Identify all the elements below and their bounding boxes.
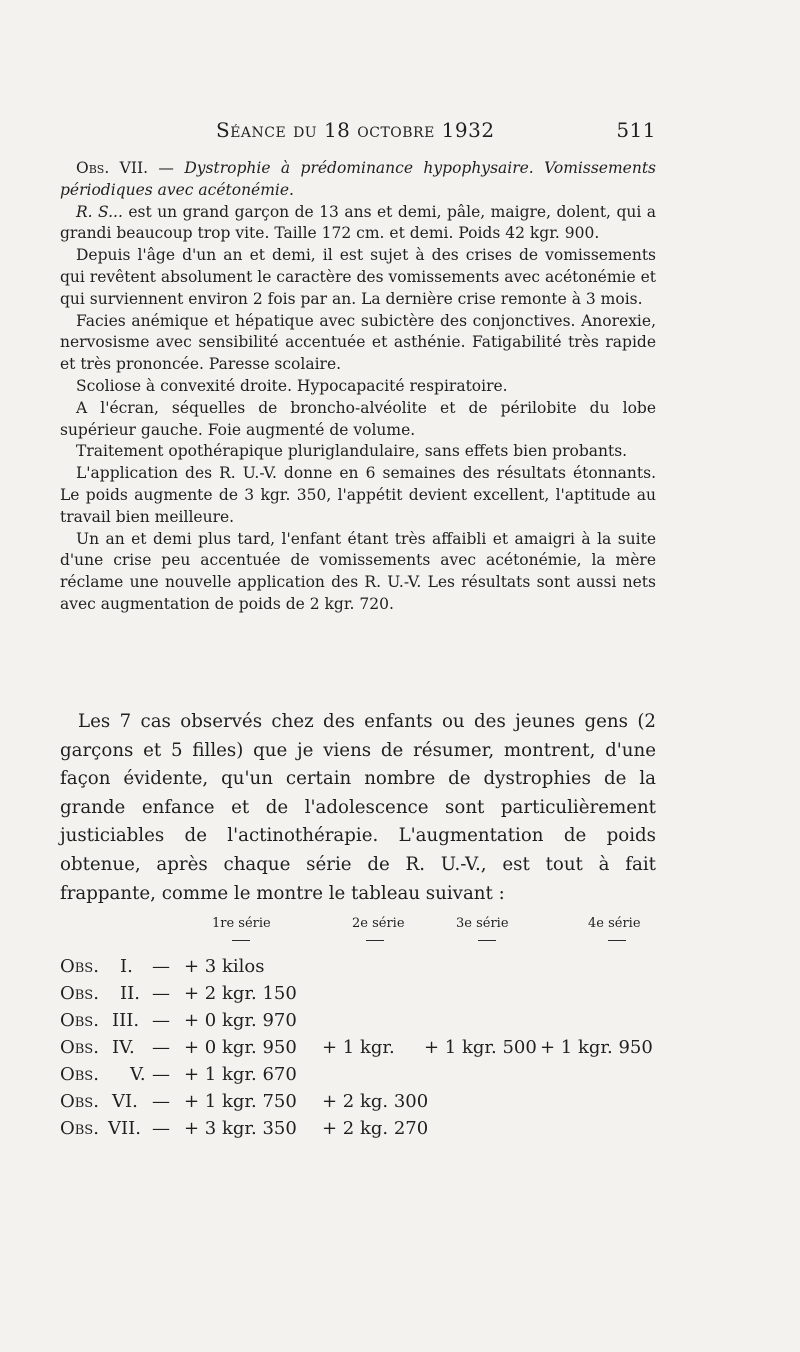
column-rule-1 [232,940,250,941]
table-cell-serie-1: + 0 kgr. 950 [184,1037,297,1058]
observation-label: Obs. VII. [76,159,149,177]
table-cell-serie-2: + 1 kgr. [322,1037,395,1058]
table-cell-serie-1: + 3 kilos [184,956,265,977]
page-number: 511 [616,118,656,142]
column-rule-4 [608,940,626,941]
observation-paragraph-5: A l'écran, séquelles de broncho-alvéolite et de périlobite du lobe supérieur gauche. Foie augmenté de volume. [60,398,656,439]
table-cell-serie-1: + 2 kgr. 150 [184,983,297,1004]
observation-heading [60,158,656,202]
patient-initials: R. S... [76,202,123,221]
table-cell-serie-2: + 2 kg. 300 [322,1091,429,1112]
observation-title: Dystrophie à prédominance hypophysaire. Vomissements périodiques avec acétonémie. [60,159,657,199]
table-cell-serie-2: + 2 kg. 270 [322,1118,429,1139]
row-dash: — [152,983,170,1004]
row-obs-label: Obs. [60,983,99,1004]
row-obs-number: IV. [112,1037,135,1058]
row-obs-label: Obs. [60,1118,99,1139]
running-head-title: Séance du 18 octobre 1932 [216,118,495,142]
observation-paragraph-2: Depuis l'âge d'un an et demi, il est sujet à des crises de vomissements qui revêtent absolument le caractère des vomissements avec acétonémie et qui surviennent environ 2 fois par an. La dernière crise remonte à 3 mois. [60,246,656,308]
table-cell-serie-1: + 3 kgr. 350 [184,1118,297,1139]
column-header-2: 2e série [352,916,405,931]
table-cell-serie-1: + 1 kgr. 750 [184,1091,297,1112]
observation-paragraph-4: Scoliose à convexité droite. Hypocapacité respiratoire. [76,376,508,395]
row-obs-label: Obs. [60,1010,99,1031]
column-header-4: 4e série [588,916,641,931]
observation-paragraph-6: Traitement opothérapique pluriglandulaire, sans effets bien probants. [76,442,628,461]
column-rule-2 [366,940,384,941]
row-dash: — [152,1091,170,1112]
row-obs-number: VII. [108,1118,141,1139]
observation-paragraph-8: Un an et demi plus tard, l'enfant étant très affaibli et amaigri à la suite d'une crise peu accentuée de vomissements avec acétonémie, la mère réclame une nouvelle application des R. U.-V. Les résultats sont aussi nets avec augmentation de poids de 2 kgr. 720. [60,529,656,613]
row-obs-label: Obs. [60,1091,99,1112]
row-obs-number: V. [130,1064,146,1085]
row-obs-label: Obs. [60,956,99,977]
observation-block [60,158,656,616]
row-obs-label: Obs. [60,1064,99,1085]
table-cell-serie-1: + 0 kgr. 970 [184,1010,297,1031]
summary-paragraph: Les 7 cas observés chez des enfants ou des jeunes gens (2 garçons et 5 filles) que je viens de résumer, montrent, d'une façon évidente, qu'un certain nombre de dystrophies de la grande enfance et de l'adolescence sont particulièrement justiciables de l'actinothérapie. L'augmentation de poids obtenue, après chaque série de R. U.-V., est tout à fait frappante, comme le montre le tableau suivant : [60,711,656,904]
observation-paragraph-7: L'application des R. U.-V. donne en 6 semaines des résultats étonnants. Le poids augmente de 3 kgr. 350, l'appétit devient excellent, l'aptitude au travail bien meilleure. [60,464,656,526]
column-header-3: 3e série [456,916,509,931]
column-header-1: 1re série [212,916,271,931]
observation-p1-text: est un grand garçon de 13 ans et demi, pâle, maigre, dolent, qui a grandi beaucoup trop vite. Taille 172 cm. et demi. Poids 42 kgr. 900. [60,202,657,243]
row-dash: — [152,1118,170,1139]
row-dash: — [152,956,170,977]
observation-title-dash: — [148,159,185,177]
row-obs-label: Obs. [60,1037,99,1058]
row-obs-number: II. [120,983,140,1004]
row-dash: — [152,1010,170,1031]
table-cell-serie-3: + 1 kgr. 500 [424,1037,537,1058]
row-dash: — [152,1064,170,1085]
row-obs-number: I. [120,956,133,977]
row-dash: — [152,1037,170,1058]
column-rule-3 [478,940,496,941]
running-head [60,118,656,146]
table-cell-serie-1: + 1 kgr. 670 [184,1064,297,1085]
row-obs-number: VI. [112,1091,138,1112]
row-obs-number: III. [112,1010,140,1031]
observation-paragraph-3: Facies anémique et hépatique avec subictère des conjonctives. Anorexie, nervosisme avec sensibilité accentuée et asthénie. Fatigabilité très rapide et très prononcée. Paresse scolaire. [60,311,656,374]
observation-paragraph-1 [60,202,656,246]
table-cell-serie-4: + 1 kgr. 950 [540,1037,653,1058]
